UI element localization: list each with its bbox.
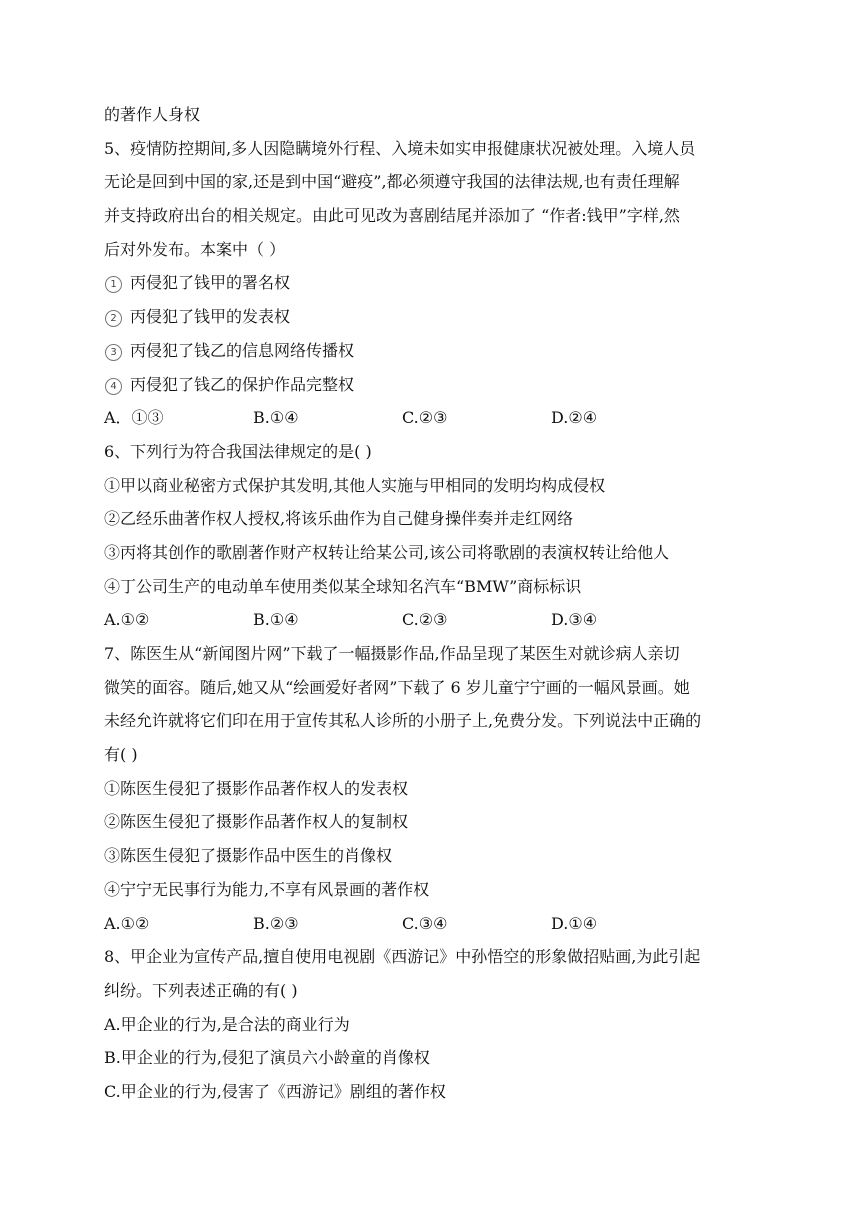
option-c: C.②③ (402, 610, 448, 630)
question-7 (104, 637, 754, 940)
question-5-stem-line: 并支持政府出台的相关规定。由此可见改为喜剧结尾并添加了 “作者:钱甲”字样,然 (104, 206, 680, 226)
question-8-option: C.甲企业的行为,侵害了《西游记》剧组的著作权 (104, 1081, 446, 1101)
statement-text: 丙侵犯了钱甲的发表权 (130, 307, 291, 327)
option-d: D.③④ (551, 610, 598, 630)
circled-number-2: 2 (105, 310, 122, 327)
question-8-stem-line: 8、甲企业为宣传产品,擅自使用电视剧《西游记》中孙悟空的形象做招贴画,为此引起 (104, 947, 701, 967)
question-7-stem-line: 有( ) (104, 745, 138, 765)
option-a: A.①② (104, 610, 150, 630)
statement-text: 丙侵犯了钱乙的信息网络传播权 (130, 340, 355, 360)
option-b: B.②③ (253, 913, 299, 933)
question-6-statement: ①甲以商业秘密方式保护其发明,其他人实施与甲相同的发明均构成侵权 (104, 475, 606, 495)
option-a: A．①③ (104, 408, 164, 428)
question-5 (104, 132, 754, 435)
option-b: B.①④ (253, 610, 299, 630)
question-5-stem-line: 5、疫情防控期间,多人因隐瞒境外行程、入境未如实申报健康状况被处理。入境人员 (104, 138, 696, 158)
question-8-option: B.甲企业的行为,侵犯了演员六小龄童的肖像权 (104, 1048, 430, 1068)
question-8-stem-line: 纠纷。下列表述正确的有( ) (104, 980, 298, 1000)
question-7-statement: ③陈医生侵犯了摄影作品中医生的肖像权 (104, 846, 393, 866)
question-7-statement: ④宁宁无民事行为能力,不享有风景画的著作权 (104, 879, 430, 899)
circled-number-4: 4 (105, 378, 122, 395)
continued-text: 的著作人身权 (104, 105, 201, 124)
option-d: D.②④ (551, 408, 598, 428)
question-7-statement: ①陈医生侵犯了摄影作品著作权人的发表权 (104, 778, 409, 798)
statement-text: 丙侵犯了钱乙的保护作品完整权 (130, 374, 355, 394)
question-7-stem-line: 未经允许就将它们印在用于宣传其私人诊所的小册子上,免费分发。下列说法中正确的 (104, 711, 702, 731)
question-5-stem-line: 后对外发布。本案中（ ） (104, 239, 286, 259)
question-7-stem-line: 7、陈医生从“新闻图片网”下载了一幅摄影作品,作品呈现了某医生对就诊病人亲切 (104, 644, 680, 663)
option-b: B.①④ (253, 408, 299, 428)
question-6 (104, 435, 754, 637)
question-7-options (104, 907, 754, 941)
question-5-statement (104, 334, 754, 368)
option-a: A.①② (104, 913, 150, 933)
circled-number-3: 3 (105, 344, 122, 361)
question-5-options (104, 401, 754, 435)
document-page (104, 98, 754, 1109)
option-d: D.①④ (551, 913, 598, 933)
statement-text: 丙侵犯了钱甲的署名权 (130, 273, 291, 293)
question-5-statement (104, 266, 754, 300)
question-6-statement: ④丁公司生产的电动单车使用类似某全球知名汽车“BMW”商标标识 (104, 576, 582, 596)
option-c: C.②③ (402, 408, 448, 428)
question-7-statement: ②陈医生侵犯了摄影作品著作权人的复制权 (104, 812, 409, 832)
question-8-option: A.甲企业的行为,是合法的商业行为 (104, 1014, 350, 1034)
question-6-stem-line: 6、下列行为符合我国法律规定的是( ) (104, 441, 372, 461)
question-6-statement: ③丙将其创作的歌剧著作财产权转让给某公司,该公司将歌剧的表演权转让给他人 (104, 542, 670, 562)
question-8 (104, 940, 754, 1108)
circled-number-1: 1 (105, 276, 122, 293)
question-5-stem-line: 无论是回到中国的家,还是到中国“避疫”,都必须遵守我国的法律法规,也有责任理解 (104, 172, 680, 192)
question-5-statement (104, 368, 754, 402)
question-7-stem-line: 微笑的面容。随后,她又从“绘画爱好者网”下载了 6 岁儿童宁宁画的一幅风景画。她 (104, 677, 690, 697)
question-6-statement: ②乙经乐曲著作权人授权,将该乐曲作为自己健身操伴奏并走红网络 (104, 509, 574, 529)
option-c: C.③④ (402, 913, 448, 933)
question-6-options (104, 603, 754, 637)
question-5-statement (104, 300, 754, 334)
